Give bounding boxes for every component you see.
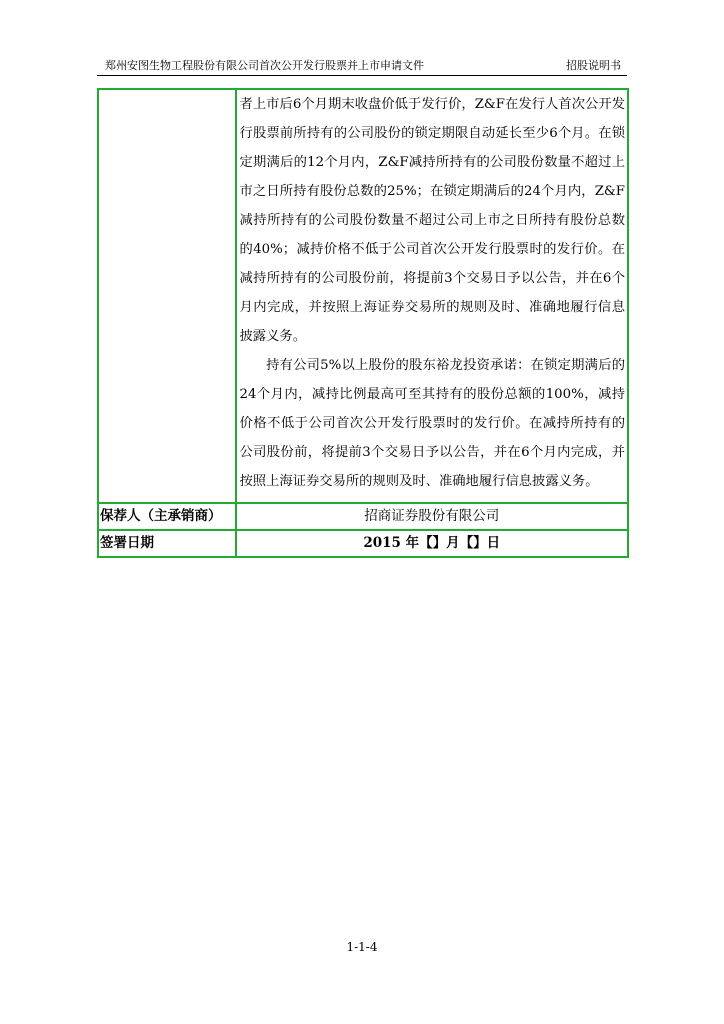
header-section-title: 招股说明书 xyxy=(566,59,621,72)
lockup-paragraph-zf: 者上市后6个月期末收盘价低于发行价，Z&F在发行人首次公开发行股票前所持有的公司股份的锁定期限自动延长至少6个月。在锁定期满后的12个月内，Z&F减持所持有的公司股份数量不超过上市之日所持有股份总数的25%；在锁定期满后的24个月内，Z&F减持所持有的公司股份数量不超过公司上市之日所持有股份总数的40%；减持价格不低于公司首次公开发行股票时的发行价。在减持所持有的公司股份前，将提前3个交易日予以公告，并在6个月内完成，并按照上海证券交易所的规则及时、准确地履行信息披露义务。 xyxy=(239,97,625,344)
sponsor-label: 保荐人（主承销商） xyxy=(98,503,236,530)
table-cell-blank xyxy=(98,89,236,503)
signing-date-value: 2015 年【】月【】日 xyxy=(236,530,628,557)
lockup-paragraph-yulong: 持有公司5%以上股份的股东裕龙投资承诺：在锁定期满后的24个月内，减持比例最高可至其持有的股份总额的100%，减持价格不低于公司首次公开发行股票时的发行价。在减持所持有的公司股份前，将提前3个交易日予以公告，并在6个月内完成，并按照上海证券交易所的规则及时、准确地履行信息披露义务。 xyxy=(239,358,625,489)
lockup-commitment-cell xyxy=(236,89,628,503)
header-document-title: 郑州安图生物工程股份有限公司首次公开发行股票并上市申请文件 xyxy=(105,59,424,72)
info-table xyxy=(97,88,629,558)
table-row xyxy=(98,89,628,503)
page-number: 1-1-4 xyxy=(346,940,378,954)
table-row xyxy=(98,503,628,530)
sponsor-value: 招商证券股份有限公司 xyxy=(236,503,628,530)
table-row xyxy=(98,530,628,557)
signing-date-label: 签署日期 xyxy=(98,530,236,557)
page-header xyxy=(97,57,627,76)
